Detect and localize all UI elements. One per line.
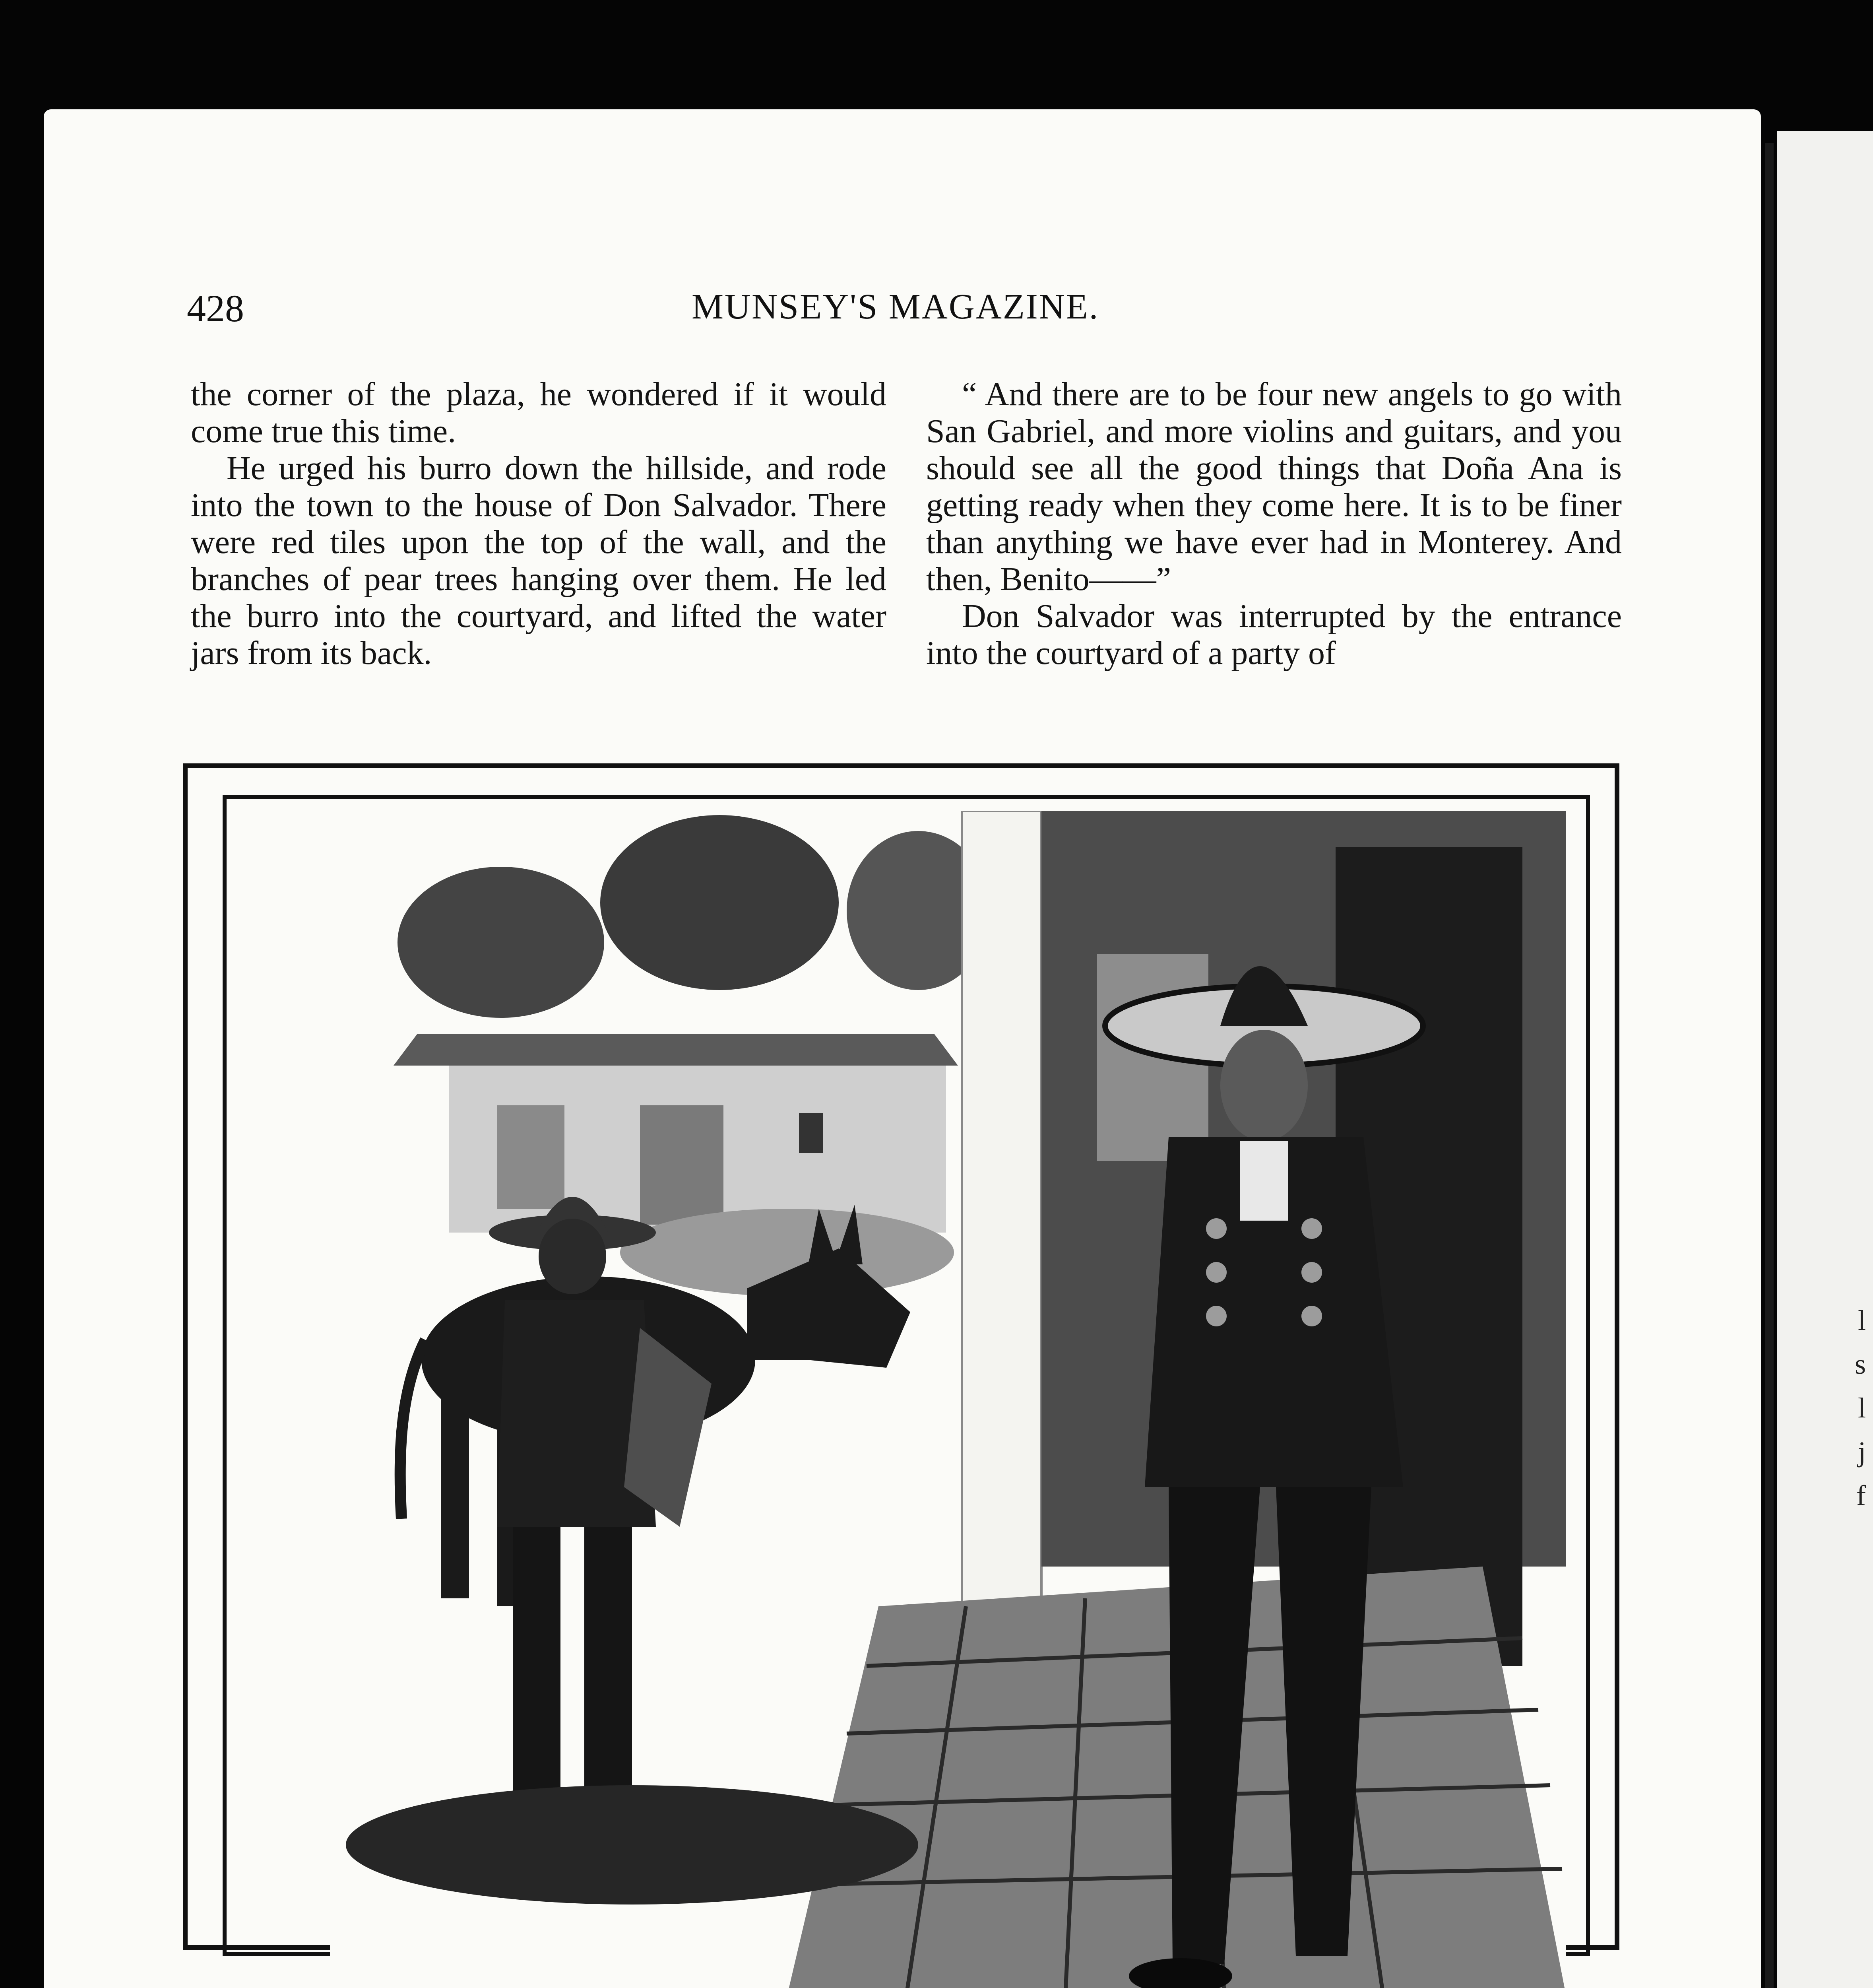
- paragraph: “ And there are to be four new angels to go with San Gabriel, and more violins and guitars, and you should see all the good things that Doña Ana is getting ready when they come here. It is to be finer than anything we have ever had in Monterey. And then, Benito——”: [926, 376, 1622, 598]
- paragraph: the corner of the plaza, he wondered if it would come true this time.: [191, 376, 886, 450]
- text-column-top-left: [191, 376, 886, 672]
- next-page-fragment: j: [1857, 1436, 1866, 1468]
- next-page-edge: [1777, 131, 1873, 1988]
- book-spine: [1765, 143, 1774, 1988]
- next-page-fragment: f: [1856, 1479, 1866, 1511]
- paragraph: Don Salvador was interrupted by the entrance into the courtyard of a party of: [926, 598, 1622, 672]
- page-number: 428: [187, 287, 244, 330]
- text-column-top-right: [926, 376, 1622, 672]
- running-head: MUNSEY'S MAGAZINE.: [692, 287, 1099, 326]
- next-page-fragment: l: [1857, 1305, 1866, 1336]
- next-page-fragment: l: [1857, 1392, 1866, 1424]
- paragraph: He urged his burro down the hillside, and rode into the town to the house of Don Salvador. There were red tiles upon the top of the wall, and the branches of pear trees hanging over them. He led the burro into the courtyard, and lifted the water jars from its back.: [191, 450, 886, 672]
- illustration-boy-burro-don-salvador: [330, 811, 1566, 1988]
- next-page-fragment: s: [1854, 1348, 1866, 1380]
